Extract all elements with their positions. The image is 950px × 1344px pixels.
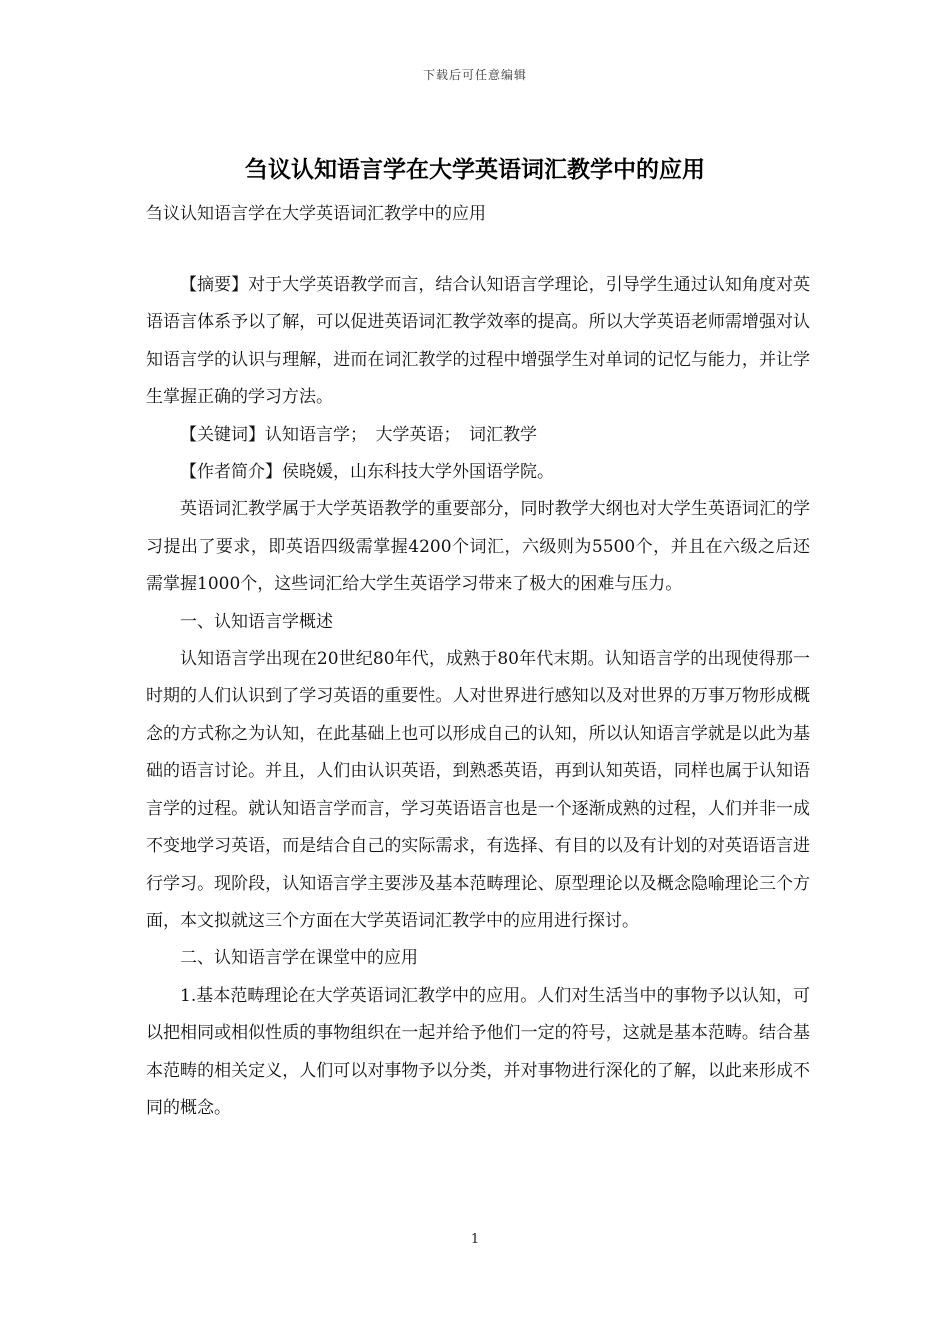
document-body: [146, 267, 810, 1127]
document-subtitle: 刍议认知语言学在大学英语词汇教学中的应用: [146, 204, 486, 224]
section-heading-2: 二、认知语言学在课堂中的应用: [180, 948, 418, 969]
abstract-paragraph: 【摘要】对于大学英语教学而言，结合认知语言学理论，引导学生通过认知角度对英语语言体系予以了解，可以促进英语词汇教学效率的提高。所以大学英语老师需增强对认知语言学的认识与理解，进而在词汇教学的过程中增强学生对单词的记忆与能力，并让学生掌握正确的学习方法。: [146, 275, 810, 408]
page-number: 1: [470, 1232, 480, 1247]
section-heading-1: 一、认知语言学概述: [180, 611, 333, 632]
keywords-paragraph: 【关键词】认知语言学； 大学英语； 词汇教学: [180, 424, 537, 445]
section-1-paragraph: 认知语言学出现在20世纪80年代，成熟于80年代末期。认知语言学的出现使得那一时期的人们认识到了学习英语的重要性。人对世界进行感知以及对世界的万事万物形成概念的方式称之为认知，在此基础上也可以形成自己的认知，所以认知语言学就是以此为基础的语言讨论。并且，人们由认识英语，到熟悉英语，再到认知英语，同样也属于认知语言学的过程。就认知语言学而言，学习英语语言也是一个逐渐成熟的过程，人们并非一成不变地学习英语，而是结合自己的实际需求，有选择、有目的以及有计划的对英语语言进行学习。现阶段，认知语言学主要涉及基本范畴理论、原型理论以及概念隐喻理论三个方面，本文拟就这三个方面在大学英语词汇教学中的应用进行探讨。: [146, 649, 810, 931]
section-2-paragraph-1: 1.基本范畴理论在大学英语词汇教学中的应用。人们对生活当中的事物予以认知，可以把相同或相似性质的事物组织在一起并给予他们一定的符号，这就是基本范畴。结合基本范畴的相关定义，人们可以对事物予以分类，并对事物进行深化的了解，以此来形成不同的概念。: [146, 985, 810, 1118]
intro-paragraph: 英语词汇教学属于大学英语教学的重要部分，同时教学大纲也对大学生英语词汇的学习提出了要求，即英语四级需掌握4200个词汇，六级则为5500个，并且在六级之后还需掌握1000个，这些词汇给大学生英语学习带来了极大的困难与压力。: [146, 499, 810, 595]
page-header: 下载后可任意编辑: [422, 68, 527, 82]
author-bio-paragraph: 【作者简介】侯晓媛，山东科技大学外国语学院。: [180, 462, 554, 483]
document-title: 刍议认知语言学在大学英语词汇教学中的应用: [245, 156, 705, 183]
